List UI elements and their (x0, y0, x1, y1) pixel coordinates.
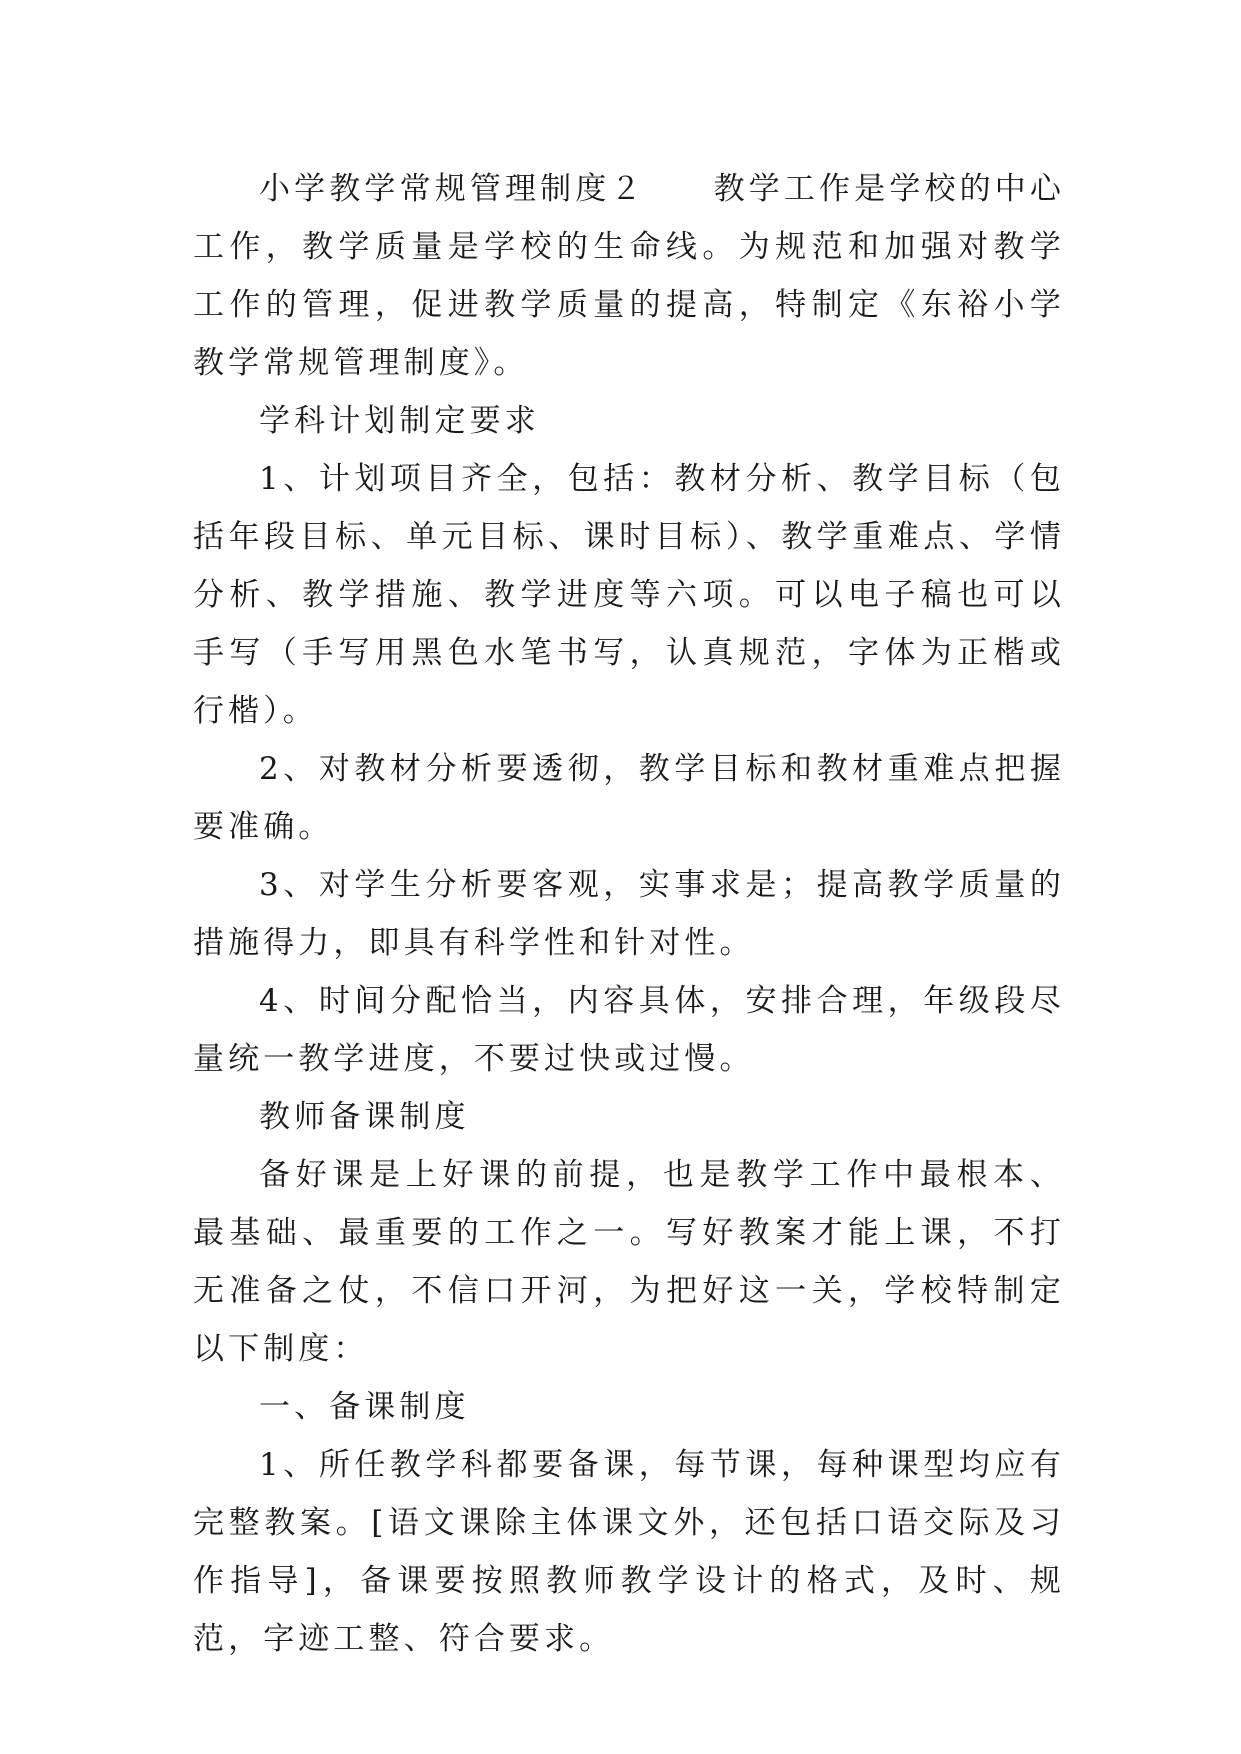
section-heading-lesson-prep: 教师备课制度 (259, 1099, 470, 1135)
intro-paragraph (193, 160, 1065, 392)
plan-item-2: 2、对教材分析要透彻，教学目标和教材重难点把握要准确。 (193, 751, 1065, 845)
plan-item-3: 3、对学生分析要客观，实事求是；提高教学质量的措施得力，即具有科学性和针对性。 (193, 867, 1065, 961)
document-title: 小学教学常规管理制度２ (259, 171, 646, 207)
plan-item-1: 1、计划项目齐全，包括：教材分析、教学目标（包括年段目标、单元目标、课时目标）、教学重难点、学情分析、教学措施、教学进度等六项。可以电子稿也可以手写（手写用黑色水笔书写，认真规范，字体为正楷或行楷）。 (193, 461, 1065, 729)
prep-item-1: 1、所任教学科都要备课，每节课，每种课型均应有完整教案。[语文课除主体课文外，还包括口语交际及习作指导]，备课要按照教师教学设计的格式，及时、规范，字迹工整、符合要求。 (193, 1447, 1065, 1657)
intro-text: 教学工作是学校的中心工作，教学质量是学校的生命线。为规范和加强对教学工作的管理，促进教学质量的提高，特制定《东裕小学教学常规管理制度》。 (193, 171, 1066, 381)
document-body (193, 160, 1065, 1668)
subheading-prep-system: 一、备课制度 (259, 1389, 470, 1425)
plan-item-4: 4、时间分配恰当，内容具体，安排合理，年级段尽量统一教学进度，不要过快或过慢。 (193, 983, 1065, 1077)
lesson-prep-intro: 备好课是上好课的前提，也是教学工作中最根本、最基础、最重要的工作之一。写好教案才能上课，不打无准备之仗，不信口开河，为把好这一关，学校特制定以下制度： (193, 1157, 1065, 1367)
section-heading-subject-plan: 学科计划制定要求 (259, 403, 540, 439)
